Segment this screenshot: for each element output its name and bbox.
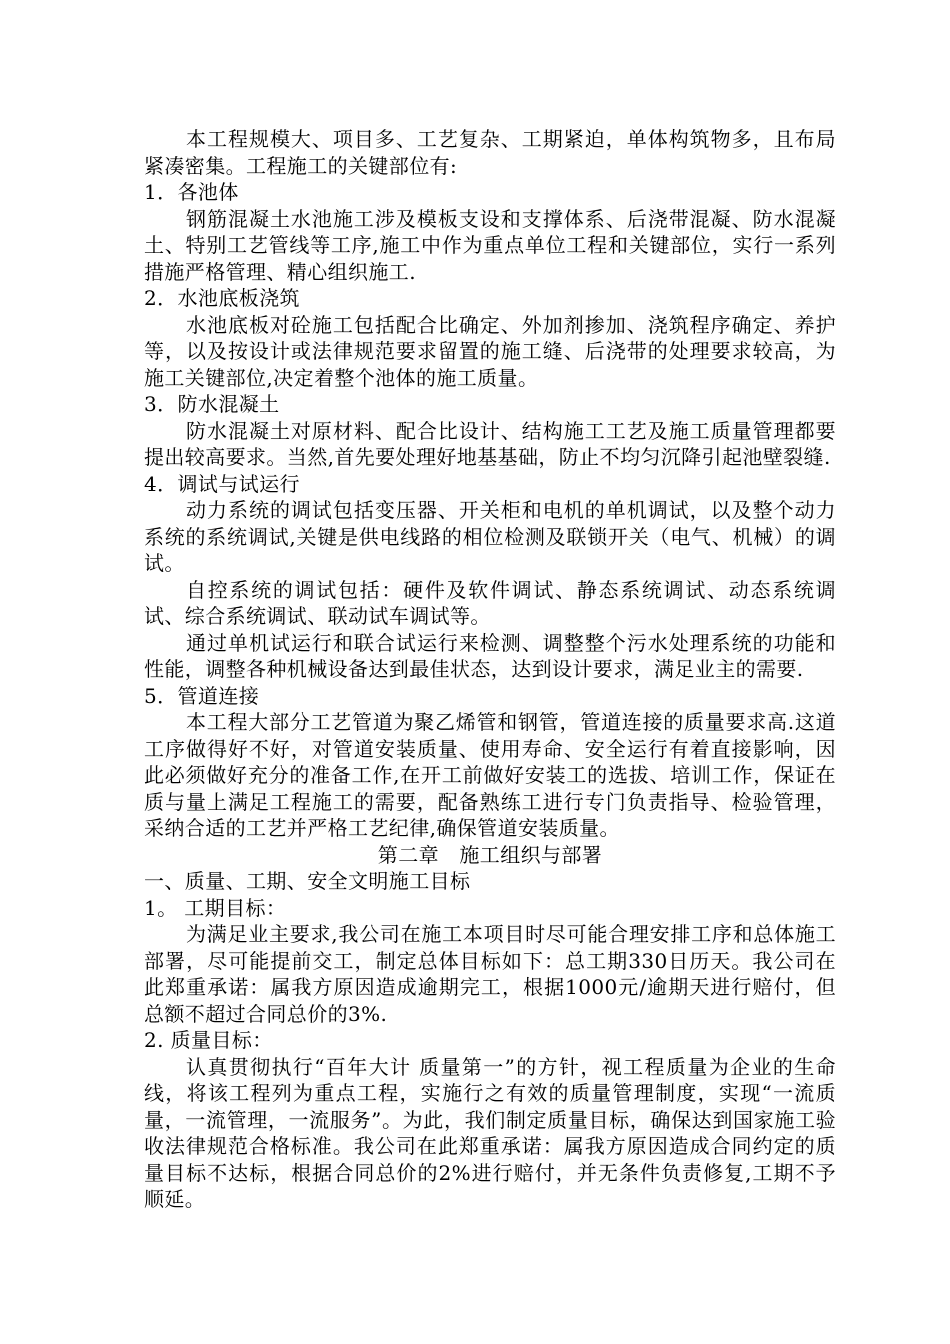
section-2-paragraph: 水池底板对砼施工包括配合比确定、外加剂掺加、浇筑程序确定、养护等，以及按设计或法律规范要求留置的施工缝、后浇带的处理要求较高，为施工关键部位,决定着整个池体的施工质量。 [144, 312, 836, 390]
schedule-target-paragraph: 为满足业主要求,我公司在施工本项目时尽可能合理安排工序和总体施工部署，尽可能提前交工，制定总体目标如下：总工期330日历天。我公司在此郑重承诺：属我方原因造成逾期完工，根据1000元/逾期天进行赔付，但总额不超过合同总价的3%. [144, 922, 836, 1026]
section-1-paragraph: 钢筋混凝土水池施工涉及模板支设和支撑体系、后浇带混凝、防水混凝土、特别工艺管线等工序,施工中作为重点单位工程和关键部位，实行一系列措施严格管理、精心组织施工. [144, 206, 836, 284]
section-5-paragraph: 本工程大部分工艺管道为聚乙烯管和钢管，管道连接的质量要求高.这道工序做得好不好，对管道安装质量、使用寿命、安全运行有着直接影响，因此必须做好充分的准备工作,在开工前做好安装工的选拔、培训工作，保证在质与量上满足工程施工的需要，配备熟练工进行专门负责指导、检验管理，采纳合适的工艺并严格工艺纪律,确保管道安装质量。 [144, 710, 836, 840]
section-1-heading: 1．各池体 [144, 180, 239, 204]
schedule-target-heading: 1。 工期目标： [144, 895, 287, 920]
section-4-paragraph-2: 自控系统的调试包括：硬件及软件调试、静态系统调试、动态系统调试、综合系统调试、联动试车调试等。 [144, 577, 836, 628]
document-body [144, 126, 836, 1213]
section-2-heading: 2．水池底板浇筑 [144, 286, 300, 310]
part-1-heading: 一、质量、工期、安全文明施工目标 [144, 869, 471, 893]
intro-paragraph: 本工程规模大、项目多、工艺复杂、工期紧迫，单体构筑物多，且布局紧凑密集。工程施工的关键部位有: [144, 127, 836, 178]
section-4-paragraph-1: 动力系统的调试包括变压器、开关柜和电机的单机调试，以及整个动力系统的系统调试,关键是供电线路的相位检测及联锁开关（电气、机械）的调试。 [144, 498, 836, 575]
chapter-2-title: 第二章 施工组织与部署 [377, 842, 603, 867]
section-3-heading: 3．防水混凝土 [144, 392, 280, 416]
section-4-heading: 4．调试与试运行 [144, 471, 300, 496]
section-4-paragraph-3: 通过单机试运行和联合试运行来检测、调整整个污水处理系统的功能和性能，调整各种机械设备达到最佳状态，达到设计要求，满足业主的需要. [144, 630, 836, 681]
section-3-paragraph: 防水混凝土对原材料、配合比设计、结构施工工艺及施工质量管理都要提出较高要求。当然,首先要处理好地基基础，防止不均匀沉降引起池壁裂缝. [144, 418, 836, 469]
quality-target-heading: 2. 质量目标： [144, 1028, 273, 1052]
section-5-heading: 5．管道连接 [144, 683, 260, 708]
quality-target-paragraph: 认真贯彻执行“百年大计 质量第一”的方针，视工程质量为企业的生命线，将该工程列为重点工程，实施行之有效的质量管理制度，实现“一流质量，一流管理，一流服务”。为此，我们制定质量目标，确保达到国家施工验收法律规范合格标准。我公司在此郑重承诺：属我方原因造成合同约定的质量目标不达标，根据合同总价的2%进行赔付，并无条件负责修复,工期不予顺延。 [144, 1054, 836, 1211]
